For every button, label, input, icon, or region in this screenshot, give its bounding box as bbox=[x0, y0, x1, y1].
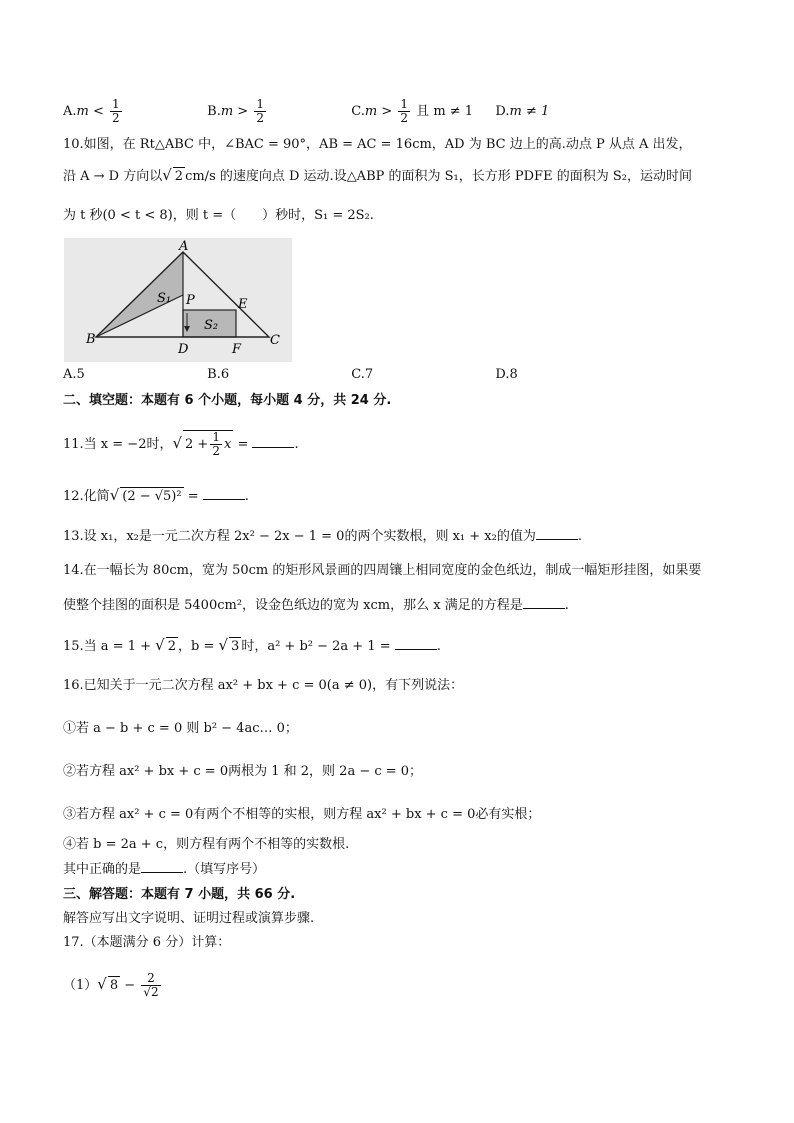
q11: 11.当 x = −2时，√ 2 + $\frac{1}{2}$ x = . bbox=[63, 430, 299, 458]
q16-stem: 16.已知关于一元二次方程 ax² + bx + c = 0(a ≠ 0)，有下列说法： bbox=[63, 678, 464, 693]
q15-answer-blank[interactable] bbox=[395, 637, 437, 650]
q16-statement-1: ①若 a − b + c = 0 则 b² − 4ac… 0； bbox=[63, 721, 298, 736]
q10-line-3: 为 t 秒(0 < t < 8)，则 t =（ ）秒时，S₁ = 2S₂. bbox=[63, 208, 374, 223]
q17-part-1: （1）√ 8 − $\frac{2}{√2}$ bbox=[63, 971, 159, 999]
q13-answer-blank[interactable] bbox=[536, 527, 578, 540]
triangle-figure-svg bbox=[64, 238, 292, 362]
q16-statement-2: ②若方程 ax² + bx + c = 0两根为 1 和 2，则 2a − c = 0； bbox=[63, 764, 423, 779]
label-p: P bbox=[186, 293, 195, 308]
q9-option-a: A.m < $\frac{1}{2}$ bbox=[63, 97, 120, 125]
q17-stem: 17.（本题满分 6 分）计算： bbox=[63, 935, 231, 950]
q11-answer-blank[interactable] bbox=[252, 435, 294, 448]
section-2-heading: 二、填空题：本题有 6 个小题，每小题 4 分，共 24 分. bbox=[63, 393, 392, 408]
q10-option-a: A.5 bbox=[63, 367, 85, 382]
q16-answer-blank[interactable] bbox=[141, 860, 183, 873]
q10-options bbox=[63, 366, 518, 384]
label-d: D bbox=[178, 342, 189, 357]
q14-line-2: 使整个挂图的面积是 5400cm²，设金色纸边的宽为 xcm，那么 x 满足的方程是 . bbox=[63, 598, 569, 613]
section-3-heading: 三、解答题：本题有 7 小题，共 66 分. bbox=[63, 887, 296, 902]
q10-line-1: 10.如图，在 Rt△ABC 中，∠BAC = 90°，AB = AC = 16cm，AD 为 BC 边上的高.动点 P 从点 A 出发， bbox=[63, 137, 692, 152]
label-s2: S₂ bbox=[204, 318, 219, 333]
q9-option-c: C.m > $\frac{1}{2}$ 且 m ≠ 1 bbox=[351, 97, 474, 125]
q9-option-d: D.m ≠ 1 bbox=[495, 104, 550, 119]
label-f: F bbox=[232, 342, 242, 357]
label-a: A bbox=[179, 239, 189, 254]
q10-option-c: C.7 bbox=[351, 367, 374, 382]
q12-answer-blank[interactable] bbox=[203, 487, 245, 500]
q16-statement-4: ④若 b = 2a + c，则方程有两个不相等的实数根. bbox=[63, 837, 350, 852]
section-3-note: 解答应写出文字说明、证明过程或演算步骤. bbox=[63, 911, 315, 926]
label-s1: S₁ bbox=[157, 291, 172, 306]
q15: 15.当 a = 1 + √ 2 ，b = √ 3 时，a² + b² − 2a + 1 = . bbox=[63, 636, 441, 654]
q14-answer-blank[interactable] bbox=[523, 596, 565, 609]
q14-line-1: 14.在一幅长为 80cm，宽为 50cm 的矩形风景画的四周镶上相同宽度的金色纸边，制成一幅矩形挂图，如果要 bbox=[63, 563, 702, 578]
q10-line-2: 沿 A → D 方向以√ 2 cm/s 的速度向点 D 运动.设△ABP 的面积为 S₁，长方形 PDFE 的面积为 S₂，运动时间 bbox=[63, 166, 692, 184]
q10-option-d: D.8 bbox=[495, 367, 518, 382]
q16-statement-3: ③若方程 ax² + c = 0有两个不相等的实根，则方程 ax² + bx + c = 0必有实根； bbox=[63, 807, 541, 822]
q12: 12.化简√ (2 − √5)² = . bbox=[63, 486, 249, 504]
label-b: B bbox=[86, 332, 96, 347]
q9-options bbox=[63, 98, 549, 125]
triangle-figure bbox=[64, 238, 292, 362]
q9-option-b: B.m > $\frac{1}{2}$ bbox=[207, 97, 264, 125]
label-c: C bbox=[270, 333, 280, 348]
q13: 13.设 x₁，x₂是一元二次方程 2x² − 2x − 1 = 0的两个实数根，则 x₁ + x₂的值为 . bbox=[63, 529, 582, 544]
q16-answer: 其中正确的是 .（填写序号） bbox=[63, 862, 266, 877]
q10-option-b: B.6 bbox=[207, 367, 230, 382]
label-e: E bbox=[238, 297, 248, 312]
